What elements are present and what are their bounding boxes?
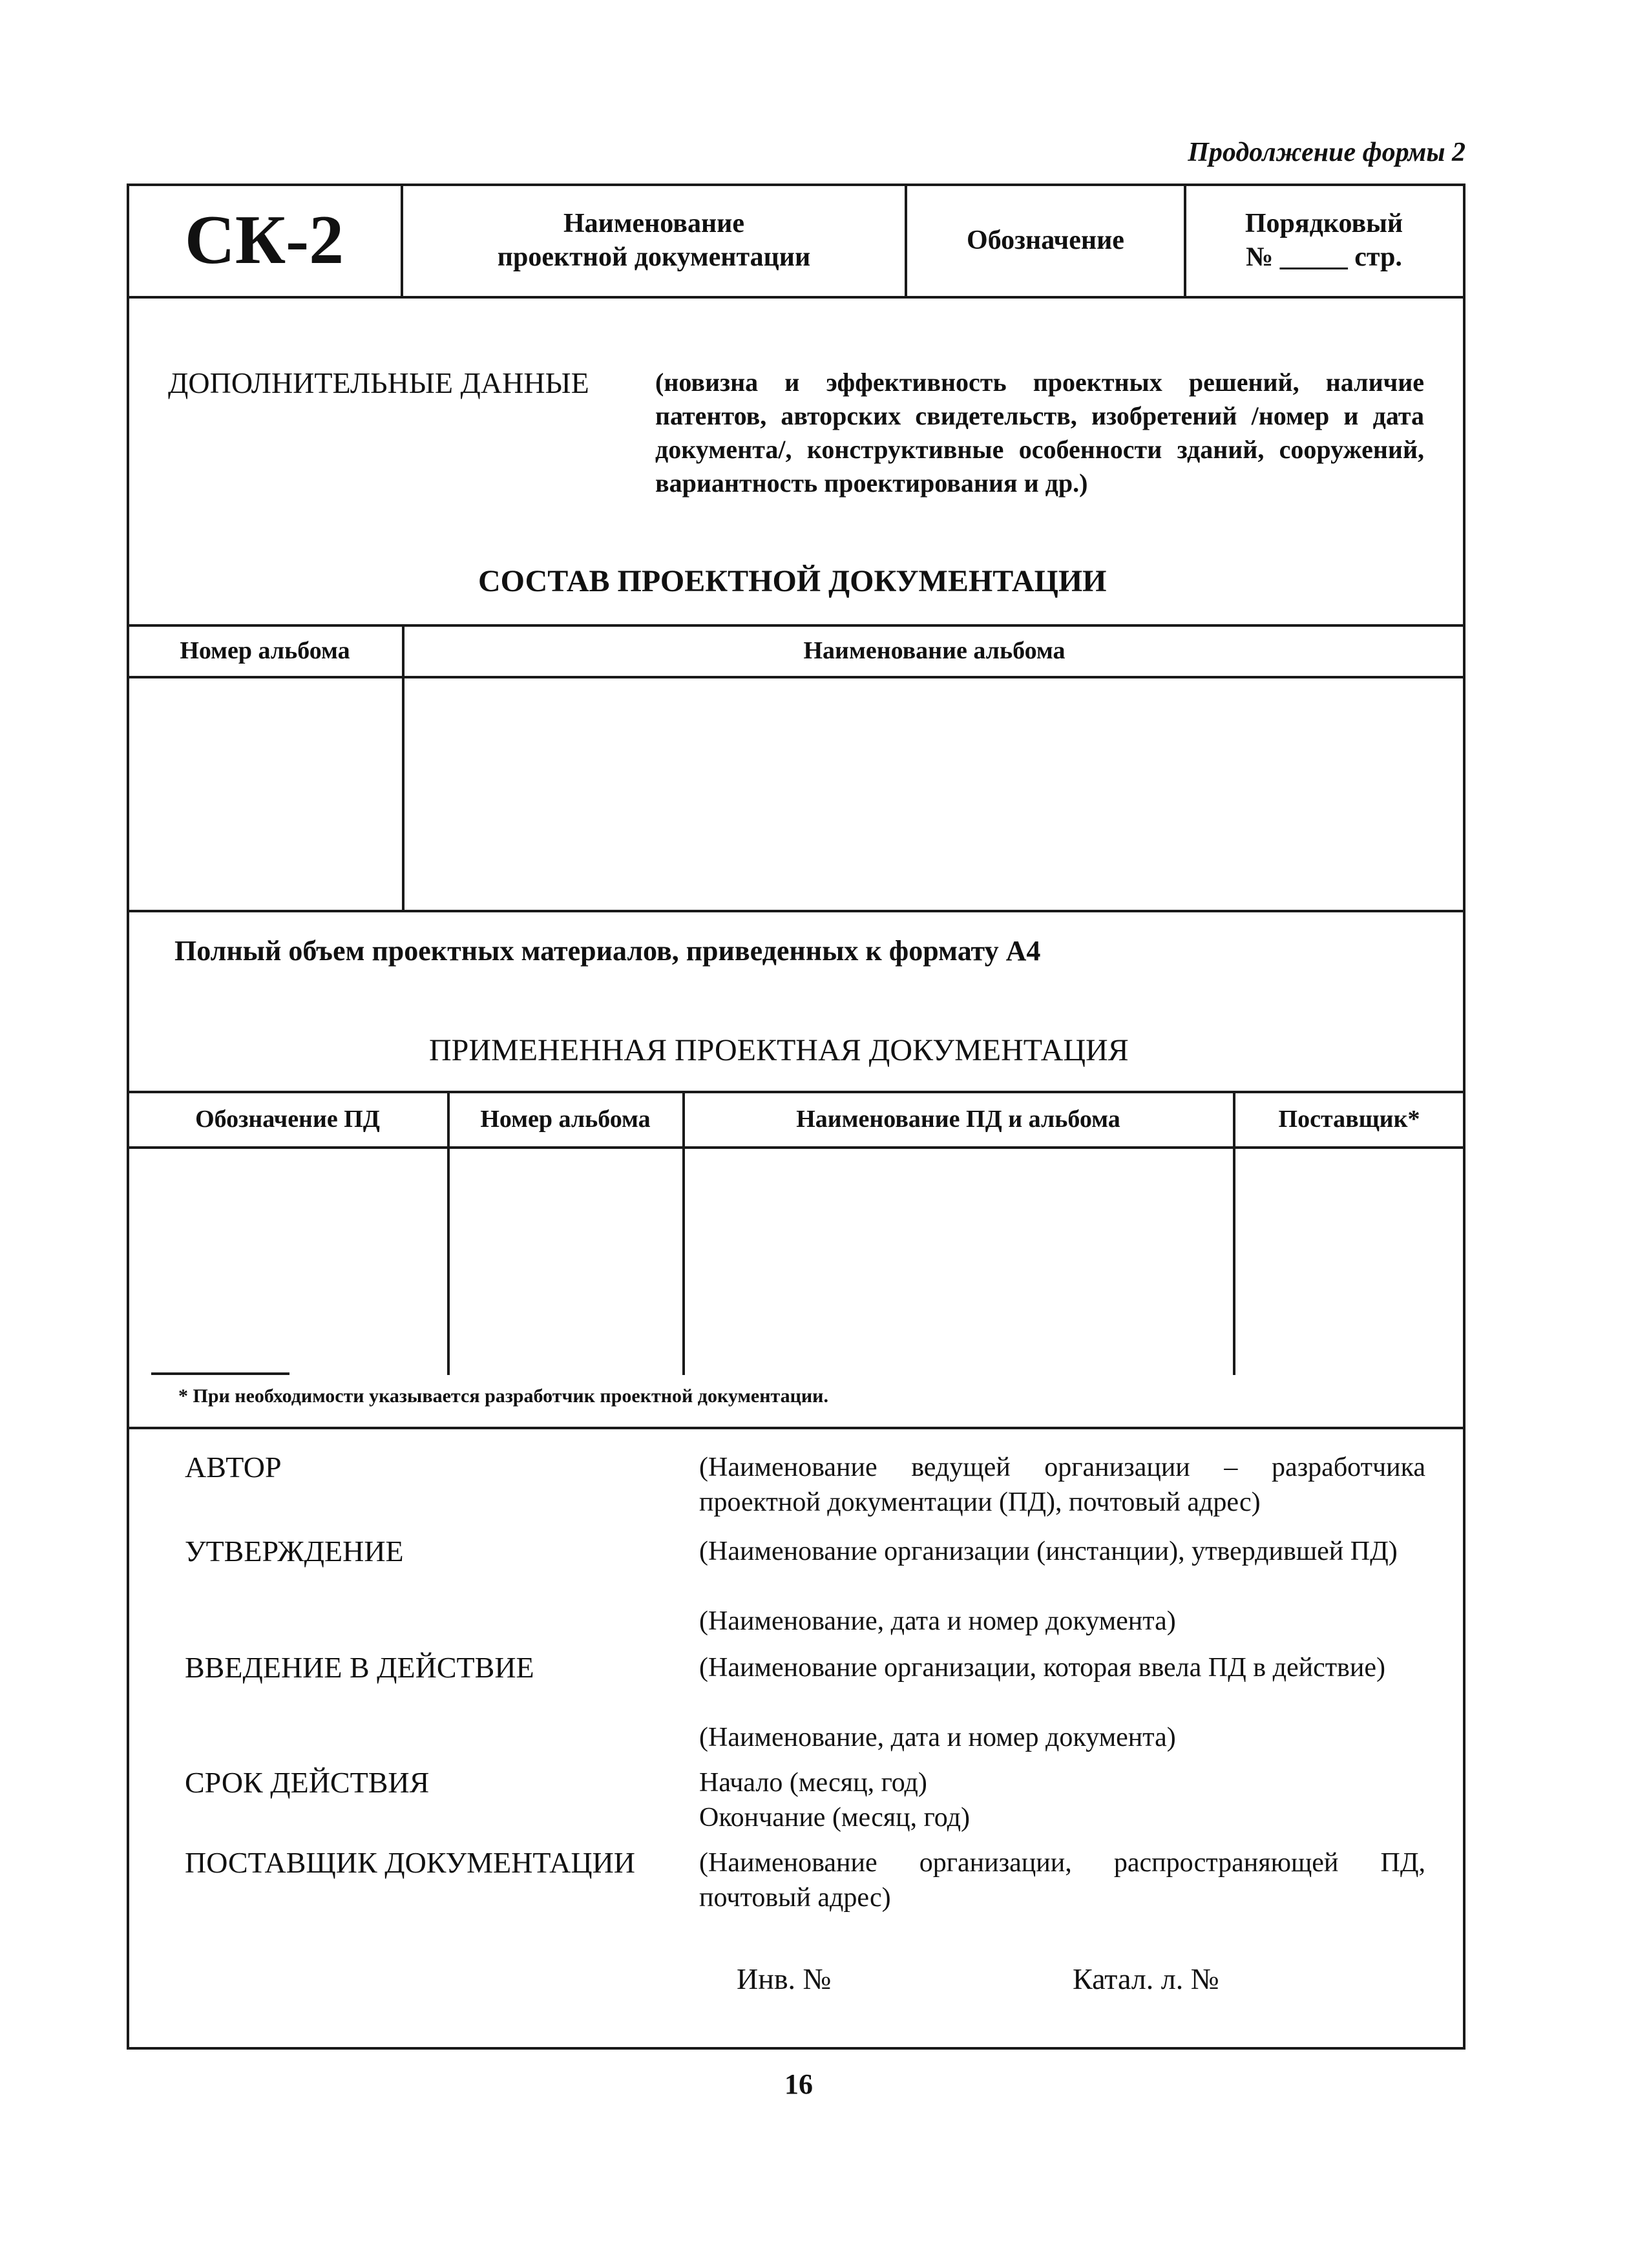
- applied-col-name: Наименование ПД и альбома: [796, 1106, 1120, 1133]
- supplier-description: (Наименование организации, распространяющей ПД, почтовый адрес): [699, 1848, 1425, 1913]
- enactment-document: (Наименование, дата и номер документа): [699, 1723, 1176, 1752]
- author-label: АВТОР: [185, 1451, 282, 1484]
- designation-header: Обозначение: [967, 226, 1124, 255]
- applied-col-album-number: Номер альбома: [480, 1106, 651, 1133]
- footnote: * При необходимости указывается разработчик проектной документации.: [178, 1385, 828, 1407]
- approval-document: (Наименование, дата и номер документа): [699, 1606, 1176, 1636]
- validity-start: Начало (месяц, год): [699, 1768, 927, 1798]
- applied-docs-title: ПРИМЕНЕННАЯ ПРОЕКТНАЯ ДОКУМЕНТАЦИЯ: [429, 1033, 1129, 1067]
- enactment-label: ВВЕДЕНИЕ В ДЕЙСТВИЕ: [185, 1651, 534, 1684]
- composition-header-bottom: [127, 676, 1465, 678]
- applied-col-supplier: Поставщик*: [1278, 1106, 1420, 1133]
- additional-data-title: ДОПОЛНИТЕЛЬНЫЕ ДАННЫЕ: [168, 366, 589, 399]
- author-description: (Наименование ведущей организации – разработчика проектной документации (ПД), почтовый адрес): [699, 1453, 1425, 1517]
- form-continuation-note: Продолжение формы 2: [1188, 138, 1465, 167]
- approval-label: УТВЕРЖДЕНИЕ: [185, 1535, 404, 1568]
- additional-data-description: (новизна и эффективность проектных решений, наличие патентов, авторских свидетельств, изобретений /номер и дата документа/, конструктивные особенности зданий, сооружений, вариантность проектирования и др.): [655, 368, 1424, 498]
- full-volume-text: Полный объем проектных материалов, приведенных к формату А4: [174, 935, 1041, 967]
- footnote-rule: [151, 1372, 289, 1375]
- approval-description: (Наименование организации (инстанции), утвердившей ПД): [699, 1537, 1398, 1566]
- header-bottom-line: [127, 296, 1465, 299]
- composition-table-bottom: [127, 910, 1465, 912]
- validity-label: СРОК ДЕЙСТВИЯ: [185, 1766, 430, 1799]
- ordinal-line1: Порядковый: [1245, 209, 1403, 238]
- composition-col-album-name: Наименование альбома: [803, 637, 1066, 664]
- composition-col-album-number: Номер альбома: [180, 637, 350, 664]
- catalog-sheet-number: Катал. л. №: [1073, 1962, 1219, 1995]
- enactment-description: (Наименование организации, которая ввела ПД в действие): [699, 1653, 1385, 1683]
- doc-name-line1: Наименование: [563, 209, 744, 238]
- ordinal-line2: № _____ стр.: [1246, 242, 1402, 272]
- inventory-number: Инв. №: [737, 1962, 832, 1995]
- ordinal-header: [1185, 184, 1463, 297]
- supplier-label: ПОСТАВЩИК ДОКУМЕНТАЦИИ: [185, 1846, 636, 1879]
- validity-end: Окончание (месяц, год): [699, 1803, 970, 1832]
- applied-col-designation: Обозначение ПД: [195, 1106, 380, 1133]
- doc-name-line2: проектной документации: [497, 242, 811, 272]
- doc-name-header: [402, 184, 906, 297]
- applied-header-bottom: [127, 1146, 1465, 1149]
- form-code: СК-2: [184, 202, 344, 278]
- page-number: 16: [784, 2068, 813, 2100]
- composition-title: СОСТАВ ПРОЕКТНОЙ ДОКУМЕНТАЦИИ: [478, 564, 1107, 598]
- footnote-bottom-line: [127, 1427, 1465, 1429]
